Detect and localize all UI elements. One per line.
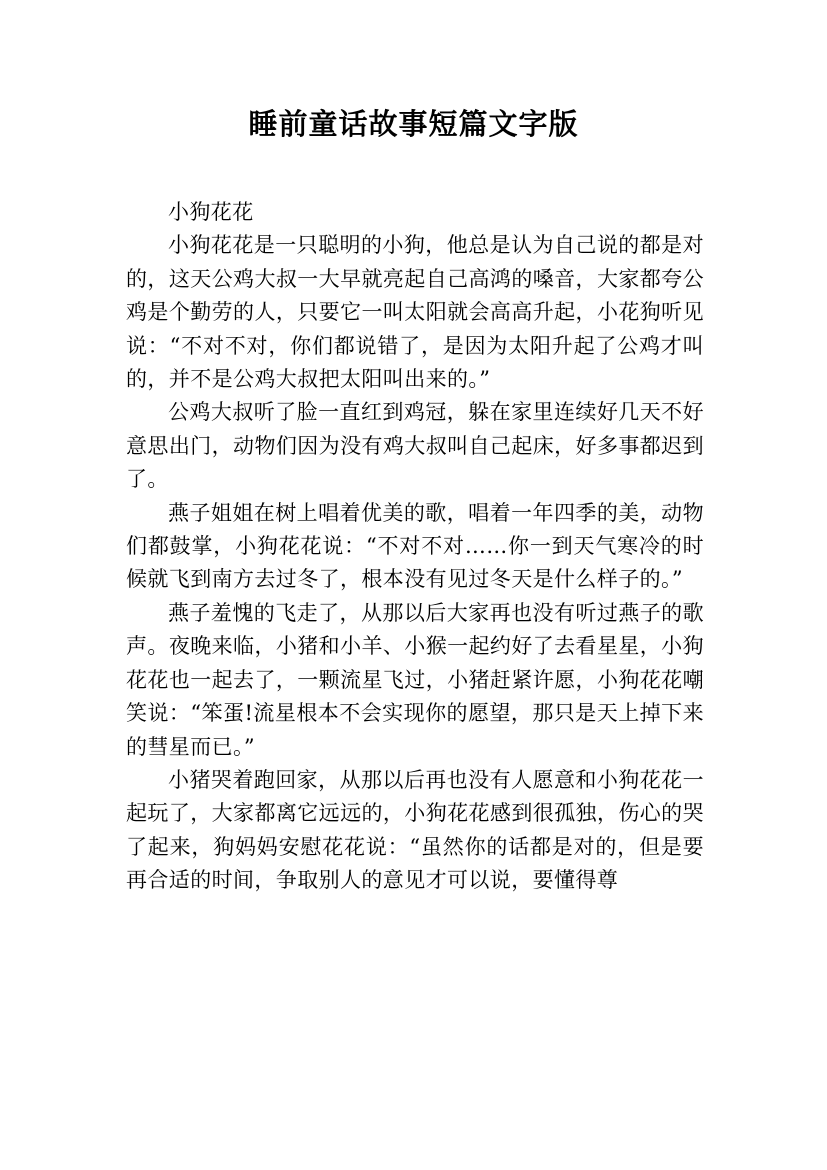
document-title: 睡前童话故事短篇文字版 xyxy=(248,107,579,141)
paragraph: 小猪哭着跑回家，从那以后再也没有人愿意和小狗花花一起玩了，大家都离它远远的，小狗花花感到很孤独，伤心的哭了起来，狗妈妈安慰花花说：“虽然你的话都是对的，但是要再合适的时间，争取别人的意见才可以说，要懂得尊 xyxy=(126,767,704,893)
story-subtitle: 小狗花花 xyxy=(168,200,254,224)
paragraph: 公鸡大叔听了脸一直红到鸡冠，躲在家里连续好几天不好意思出门，动物们因为没有鸡大叔叫自己起床，好多事都迟到了。 xyxy=(126,400,704,492)
paragraph: 小狗花花是一只聪明的小狗，他总是认为自己说的都是对的，这天公鸡大叔一大早就亮起自己高鸿的嗓音，大家都夸公鸡是个勤劳的人，只要它一叫太阳就会高高升起，小花狗听见说：“不对不对，你们都说错了，是因为太阳升起了公鸡才叫的，并不是公鸡大叔把太阳叫出来的。” xyxy=(126,233,704,392)
paragraph: 燕子姐姐在树上唱着优美的歌，唱着一年四季的美，动物们都鼓掌，小狗花花说：“不对不对……你一到天气寒冷的时候就飞到南方去过冬了，根本没有见过冬天是什么样子的。” xyxy=(126,500,704,592)
document-body xyxy=(126,196,704,898)
paragraph: 燕子羞愧的飞走了，从那以后大家再也没有听过燕子的歌声。夜晚来临，小猪和小羊、小猴一起约好了去看星星，小狗花花也一起去了，一颗流星飞过，小猪赶紧许愿，小狗花花嘲笑说：“笨蛋!流星根本不会实现你的愿望，那只是天上掉下来的彗星而已。” xyxy=(126,600,704,759)
